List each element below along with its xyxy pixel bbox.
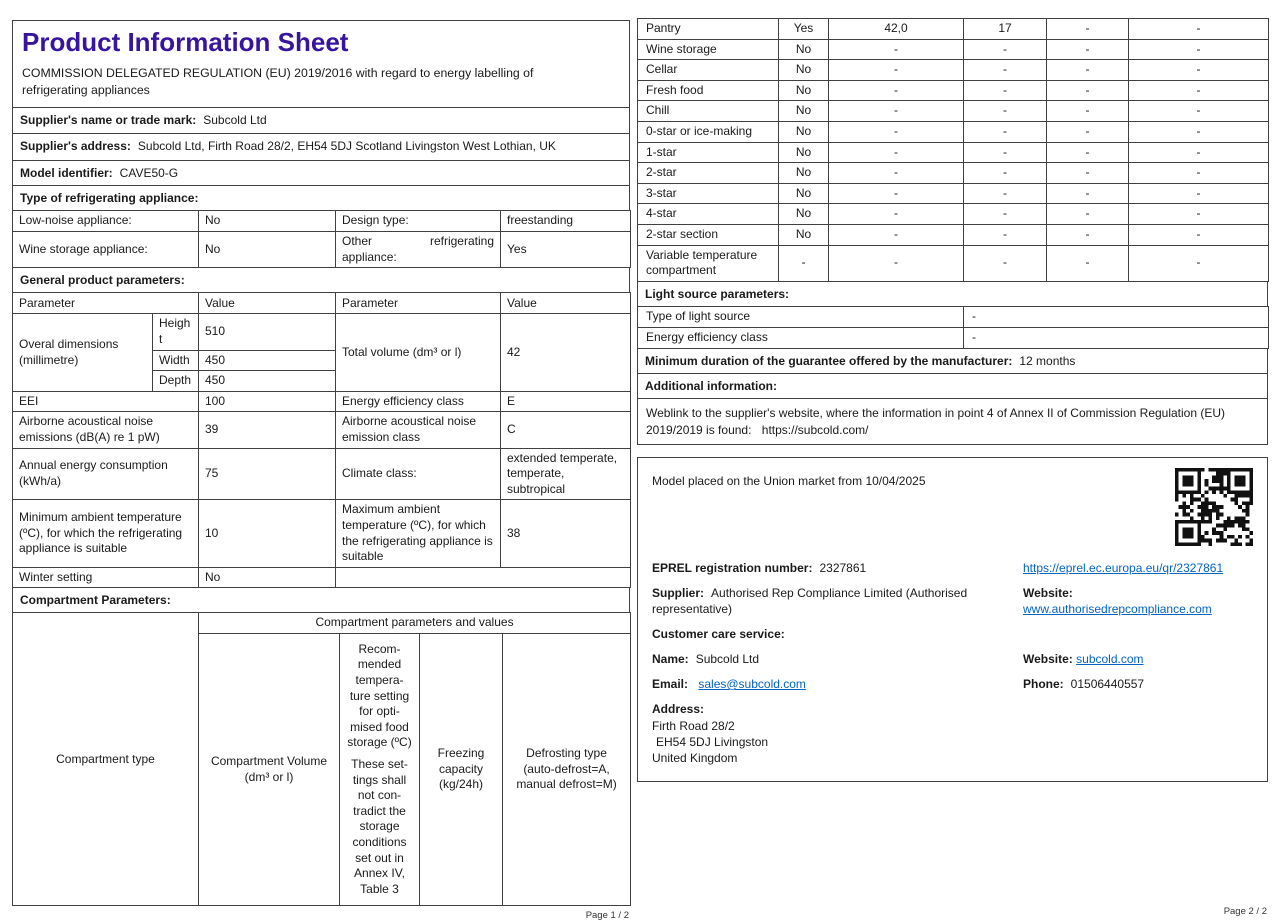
type-section-heading: Type of refrigerating appliance: [12, 185, 630, 211]
general-parameters-table [12, 292, 631, 588]
supplier-website-wrap [1023, 586, 1253, 618]
compartment-type-header-cell: Compartment type [13, 613, 199, 906]
table-row [638, 306, 1269, 327]
supplier-website-link[interactable]: www.authorisedrepcompliance.com [1023, 602, 1212, 617]
table-cell: - [964, 245, 1047, 281]
table-cell: - [1129, 183, 1269, 204]
eprel-row [652, 561, 1253, 577]
guarantee-label: Minimum duration of the guarantee offered by the manufacturer: [645, 353, 1013, 368]
table-cell: - [1047, 204, 1129, 225]
light-source-table [637, 306, 1269, 349]
table-cell: 38 [501, 500, 631, 567]
temperature-header-text-b: These set-tings shall not con-tradict the storage conditions set out in Annex IV, Table 3 [351, 757, 408, 896]
table-cell: - [1047, 183, 1129, 204]
table-cell: EEI [13, 391, 199, 412]
table-cell: Height [153, 314, 199, 350]
table-cell: - [964, 306, 1269, 327]
email-link[interactable]: sales@subcold.com [698, 677, 806, 692]
table-cell: - [964, 183, 1047, 204]
table-cell: - [964, 101, 1047, 122]
table-row [638, 183, 1269, 204]
dimensions-label-cell: Overal dimensions (millimetre) [13, 314, 153, 391]
table-cell: - [1129, 204, 1269, 225]
table-cell: Airborne acoustical noise emissions (dB(A) re 1 pW) [13, 412, 199, 448]
general-parameters-heading: General product parameters: [12, 267, 630, 293]
email-label: Email: [652, 677, 689, 692]
table-cell: - [829, 60, 964, 81]
table-cell: - [1129, 39, 1269, 60]
address-block [652, 702, 1023, 767]
total-volume-value-cell: 42 [501, 314, 631, 391]
supplier-address-value: Subcold Ltd, Firth Road 28/2, EH54 5DJ Scotland Livingston West Lothian, UK [137, 139, 556, 154]
table-cell: - [1129, 60, 1269, 81]
table-cell: - [964, 80, 1047, 101]
customer-care-heading-row [652, 627, 1253, 643]
table-cell: - [829, 163, 964, 184]
address-line: EH54 5DJ Livingston [656, 735, 769, 750]
table-row [13, 500, 631, 567]
table-header-row [13, 293, 631, 314]
care-email [652, 677, 1023, 693]
website-label: Website: [1023, 586, 1073, 601]
table-cell: Energy efficiency class [638, 327, 964, 348]
table-cell: 75 [199, 448, 336, 500]
supplier-address-label: Supplier's address: [20, 139, 131, 154]
table-cell: Yes [501, 232, 631, 268]
table-cell: - [964, 163, 1047, 184]
eprel-registration [652, 561, 1023, 577]
eprel-link-wrap [1023, 561, 1253, 577]
table-cell: - [964, 60, 1047, 81]
table-cell: - [1047, 39, 1129, 60]
customer-care-heading: Customer care service: [652, 627, 785, 642]
table-cell: - [964, 142, 1047, 163]
page-2 [637, 18, 1268, 917]
table-cell: - [829, 142, 964, 163]
phone-label: Phone: [1023, 677, 1064, 692]
table-cell: No [199, 211, 336, 232]
address-line: United Kingdom [652, 751, 738, 766]
table-cell: 17 [964, 19, 1047, 40]
care-website-link[interactable]: subcold.com [1076, 652, 1144, 667]
table-row [638, 60, 1269, 81]
table-cell: 450 [199, 371, 336, 392]
span-header-cell: Compartment parameters and values [199, 613, 631, 634]
table-cell: - [829, 80, 964, 101]
table-cell: - [829, 183, 964, 204]
table-cell: Chill [638, 101, 779, 122]
table-cell: - [1129, 163, 1269, 184]
table-row [13, 412, 631, 448]
address-row [652, 702, 1253, 767]
table-row [638, 19, 1269, 40]
table-row [638, 101, 1269, 122]
table-cell: 10 [199, 500, 336, 567]
table-cell: 0-star or ice-making [638, 121, 779, 142]
additional-information-heading: Additional information: [637, 373, 1268, 399]
table-cell: Width [153, 350, 199, 371]
table-cell: - [1047, 121, 1129, 142]
table-cell: Other refrigerating appliance: [336, 232, 501, 268]
table-cell: 450 [199, 350, 336, 371]
care-website-wrap [1023, 652, 1253, 668]
care-name-row [652, 652, 1253, 668]
guarantee-row [637, 348, 1268, 374]
market-row [652, 470, 1253, 546]
care-phone [1023, 677, 1253, 693]
supplier-name-value: Subcold Ltd [203, 113, 267, 128]
table-cell: Wine storage [638, 39, 779, 60]
table-row [638, 327, 1269, 348]
table-row [638, 80, 1269, 101]
table-cell: - [829, 101, 964, 122]
supplier-name-row [12, 107, 630, 134]
table-cell: Fresh food [638, 80, 779, 101]
table-cell: - [1047, 245, 1129, 281]
table-cell: 3-star [638, 183, 779, 204]
address-lines [652, 718, 1023, 767]
supplier-row [652, 586, 1253, 618]
table-cell: - [1047, 101, 1129, 122]
model-identifier-label: Model identifier: [20, 166, 113, 181]
table-cell: No [779, 163, 829, 184]
table-cell: 2-star section [638, 224, 779, 245]
table-row [638, 204, 1269, 225]
table-cell: Airborne acoustical noise emission class [336, 412, 501, 448]
table-row [638, 142, 1269, 163]
table-row [638, 245, 1269, 281]
table-cell: Maximum ambient temperature (ºC), for which the refrigerating appliance is suitable [336, 500, 501, 567]
table-cell: 510 [199, 314, 336, 350]
table-cell: Design type: [336, 211, 501, 232]
volume-header-cell: Compartment Volume (dm³ or l) [199, 633, 340, 906]
table-cell: E [501, 391, 631, 412]
table-cell: No [779, 183, 829, 204]
regulation-subtitle: COMMISSION DELEGATED REGULATION (EU) 2019/2016 with regard to energy labelling of refrigerating appliances [22, 66, 534, 97]
page-title: Product Information Sheet [22, 27, 349, 57]
title-block [12, 20, 630, 108]
freezing-header-cell: Freezing capacity (kg/24h) [420, 633, 503, 906]
table-cell: No [779, 121, 829, 142]
header-cell: Parameter [336, 293, 501, 314]
table-cell: 2-star [638, 163, 779, 184]
table-cell: - [1047, 163, 1129, 184]
table-cell: - [1047, 224, 1129, 245]
table-cell: Minimum ambient temperature (ºC), for which the refrigerating appliance is suitable [13, 500, 199, 567]
address-line: Firth Road 28/2 [652, 718, 735, 733]
table-cell: - [964, 39, 1047, 60]
table-cell: - [1129, 224, 1269, 245]
compartment-parameters-heading: Compartment Parameters: [12, 587, 630, 613]
table-cell: Variable temperature compartment [638, 245, 779, 281]
table-cell: - [829, 39, 964, 60]
supplier-info [652, 586, 1023, 618]
care-name [652, 652, 1023, 668]
supplier-value: Authorised Rep Compliance Limited (Authorised representative) [652, 586, 968, 617]
header-cell: Value [501, 293, 631, 314]
table-cell: - [829, 245, 964, 281]
light-source-heading: Light source parameters: [637, 281, 1268, 307]
table-cell: No [779, 101, 829, 122]
address-heading: Address: [652, 702, 705, 717]
table-cell: Cellar [638, 60, 779, 81]
table-cell: - [964, 327, 1269, 348]
supplier-label: Supplier: [652, 586, 705, 601]
table-row [638, 121, 1269, 142]
page-1-footer: Page 1 / 2 [585, 910, 629, 921]
model-identifier-row [12, 160, 630, 186]
table-cell: - [964, 204, 1047, 225]
table-cell: 42,0 [829, 19, 964, 40]
table-cell: - [1129, 245, 1269, 281]
table-cell: - [1129, 101, 1269, 122]
table-cell: - [964, 224, 1047, 245]
table-cell: Wine storage appliance: [13, 232, 199, 268]
eprel-value: 2327861 [819, 561, 867, 576]
table-row [13, 448, 631, 500]
model-identifier-value: CAVE50-G [119, 166, 179, 181]
header-cell: Value [199, 293, 336, 314]
care-email-row [652, 677, 1253, 693]
table-cell: Climate class: [336, 448, 501, 500]
table-cell: No [199, 567, 336, 588]
table-cell: Pantry [638, 19, 779, 40]
table-cell: C [501, 412, 631, 448]
name-value: Subcold Ltd [695, 652, 760, 667]
table-cell: 100 [199, 391, 336, 412]
table-cell: Yes [779, 19, 829, 40]
table-cell: 1-star [638, 142, 779, 163]
phone-value: 01506440557 [1070, 677, 1145, 692]
table-cell: - [1129, 80, 1269, 101]
table-cell: No [779, 39, 829, 60]
table-row [638, 224, 1269, 245]
supplier-name-label: Supplier's name or trade mark: [20, 113, 197, 128]
name-label: Name: [652, 652, 689, 667]
page-1 [12, 20, 630, 921]
page-2-footer: Page 2 / 2 [1223, 905, 1267, 917]
defrosting-header-cell: Defrosting type (auto-defrost=A, manual defrost=M) [503, 633, 631, 906]
header-cell: Parameter [13, 293, 199, 314]
temperature-header-cell [340, 633, 420, 906]
table-cell: Low-noise appliance: [13, 211, 199, 232]
compartment-values-table [637, 18, 1269, 282]
table-cell: - [1047, 19, 1129, 40]
table-cell: No [779, 80, 829, 101]
table-cell: No [199, 232, 336, 268]
temperature-header-text-a: Recom-mended tempera-ture setting for opti-mised food storage (ºC) [347, 641, 412, 750]
weblink-url: https://subcold.com/ [761, 422, 869, 437]
table-row [638, 39, 1269, 60]
table-cell: - [1129, 142, 1269, 163]
table-cell: No [779, 60, 829, 81]
table-row [13, 613, 631, 634]
table-cell: Depth [153, 371, 199, 392]
table-cell: - [829, 224, 964, 245]
table-row [638, 163, 1269, 184]
market-placed-text: Model placed on the Union market from 10/04/2025 [652, 474, 926, 489]
total-volume-label-cell: Total volume (dm³ or l) [336, 314, 501, 391]
table-cell: No [779, 224, 829, 245]
table-row [13, 211, 631, 232]
table-cell: - [1047, 80, 1129, 101]
table-cell: - [829, 204, 964, 225]
table-cell: Annual energy consumption (kWh/a) [13, 448, 199, 500]
table-cell: Winter setting [13, 567, 199, 588]
weblink-text: Weblink to the supplier's website, where the information in point 4 of Annex II of Commission Regulation (EU) 2019/2019 is found: [646, 405, 1226, 437]
qr-code-icon [1175, 468, 1253, 546]
table-row [13, 391, 631, 412]
table-cell: No [779, 204, 829, 225]
table-cell: Type of light source [638, 306, 964, 327]
table-cell: - [1129, 121, 1269, 142]
eprel-link[interactable]: https://eprel.ec.europa.eu/qr/2327861 [1023, 561, 1224, 576]
table-cell: freestanding [501, 211, 631, 232]
table-row [13, 567, 631, 588]
dimensions-row [13, 314, 631, 350]
table-cell: - [829, 121, 964, 142]
appliance-type-table [12, 210, 631, 268]
table-cell: - [1047, 142, 1129, 163]
table-cell: - [779, 245, 829, 281]
table-cell [336, 567, 631, 588]
table-cell: - [964, 121, 1047, 142]
compartment-header-table [12, 612, 631, 906]
table-cell: - [1129, 19, 1269, 40]
guarantee-value: 12 months [1019, 353, 1076, 368]
care-website-label: Website: [1023, 652, 1073, 667]
table-row [13, 232, 631, 268]
market-info-box [637, 457, 1268, 781]
table-cell: extended temperate, temperate, subtropical [501, 448, 631, 500]
weblink-row [637, 398, 1268, 446]
table-cell: No [779, 142, 829, 163]
table-cell: Energy efficiency class [336, 391, 501, 412]
eprel-label: EPREL registration number: [652, 561, 813, 576]
table-cell: 39 [199, 412, 336, 448]
supplier-address-row [12, 133, 630, 161]
table-cell: - [1047, 60, 1129, 81]
table-cell: 4-star [638, 204, 779, 225]
